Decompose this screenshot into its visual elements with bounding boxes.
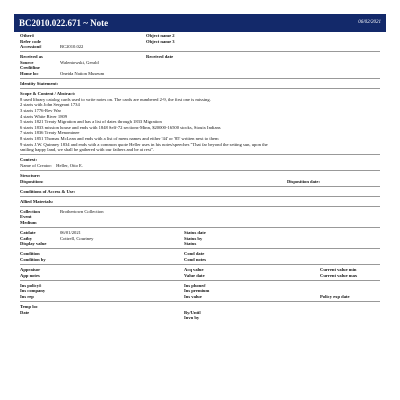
received-date-value <box>206 54 380 60</box>
divider <box>20 264 380 265</box>
cond-notes-label: Cond notes <box>184 257 207 262</box>
disposition-row <box>20 179 380 185</box>
scope-line: 3 starts 1776-Rev War <box>20 108 62 114</box>
creator-value: Heller, Otto E. <box>56 162 84 168</box>
invn-by-label: Invn by <box>184 315 200 321</box>
identity-statement-label: Identity Statement: <box>20 81 59 87</box>
accession-label: Accession# <box>20 44 42 50</box>
catby-value: Cottrell, Courtney <box>60 235 94 241</box>
divider <box>20 280 380 281</box>
received-date-label: Received date <box>146 54 174 60</box>
scope-line: 2 starts with John Sergeant 1734 <box>20 102 80 108</box>
object-name3-label: Object name 3 <box>146 38 175 44</box>
medium-row <box>20 220 380 226</box>
ins-phone-label: Ins phone# <box>184 282 206 288</box>
creator-row <box>20 163 380 169</box>
temp-loc-label: Temp loc <box>20 304 38 310</box>
scope-line: 8 starts 1851 Thomas McLean and ends with a list of mens names and either '44' or '85' written next to them <box>20 136 219 141</box>
disposition-date-label: Disposition date: <box>286 178 320 184</box>
received-as-label: Received as <box>20 54 43 60</box>
divider <box>20 154 380 155</box>
catby-label: Catby <box>20 235 32 241</box>
app-notes-label: App notes <box>20 272 40 278</box>
id-row-3 <box>20 44 380 50</box>
invn-by-row <box>20 315 380 321</box>
appraisor-label: Appraisor <box>20 267 41 273</box>
by-until-label: By/Until <box>184 309 201 315</box>
creditline-label: Creditline <box>20 65 40 71</box>
conditions-access-label: Conditions of Access & Use: <box>20 188 76 194</box>
divider <box>20 196 380 197</box>
temp-date-label: Date <box>20 309 30 315</box>
policy-exp-date-label: Policy exp date <box>320 293 350 299</box>
cond-date-label: Cond date <box>184 251 205 257</box>
medium-label: Medium <box>20 220 37 226</box>
condition-by-label: Condition by <box>20 257 46 262</box>
display-row <box>20 241 380 247</box>
allied-materials-label: Allied Materials: <box>20 198 54 204</box>
status-label: Status <box>184 241 197 247</box>
accession-value: BC2010.022 <box>60 44 84 50</box>
ins-company-label: Ins company <box>20 288 46 294</box>
divider <box>20 248 380 249</box>
ins-premium-label: Ins premium <box>184 288 210 294</box>
collection-value: Brothertown Collection <box>60 208 104 214</box>
other-label: Other# <box>20 33 35 38</box>
condition-label: Condition <box>20 251 40 257</box>
current-value-max-label: Current value max <box>320 272 358 278</box>
source-value: Walentowski, Gerald <box>60 59 99 65</box>
record-title: BC2010.022.671 ~ Note <box>19 18 109 28</box>
ins-policy-label: Ins policy# <box>20 282 42 288</box>
home-loc-label: Home loc <box>20 71 39 77</box>
acq-value-label: Acq value <box>184 267 204 273</box>
ins-rep-label: Ins rep <box>20 293 34 299</box>
disposition-label: Disposition: <box>20 178 44 184</box>
value-date-label: Value date <box>184 272 205 278</box>
object-name2-label: Object name 2 <box>146 33 175 38</box>
ins-rep-row <box>20 294 380 300</box>
scope-line: 5 starts 1821 Treaty Migration and has a list of dates through 1833 Migration <box>20 119 162 125</box>
divider <box>20 186 380 187</box>
scope-text <box>20 97 380 153</box>
scope-label: Scope & Content / Abstract: <box>20 91 76 97</box>
status-date-label: Status date <box>184 230 206 236</box>
divider <box>20 51 380 52</box>
divider <box>20 301 380 302</box>
catdate-label: Catdate <box>20 230 36 236</box>
condition-by-row <box>20 257 380 263</box>
collection-label: Collection <box>20 208 40 214</box>
structure-label: Structure: <box>20 172 41 178</box>
scope-line: 9 starts J.W. Quinney 1834 and ends with a common quote Heller uses in his notes/speeches "That far beyond the setting sun, upon the <box>20 141 268 147</box>
divider <box>20 88 380 89</box>
source-label: Source <box>20 59 34 65</box>
record-body <box>20 33 380 321</box>
home-loc-value: Oneida Nation Museum <box>60 71 105 77</box>
scope-line: 6 starts 1833 mission house and ends with 1848 Self-72 sections-Minn, $20000-16500 stocks, Stouix Indians <box>20 124 221 130</box>
status-by-label: Status by <box>184 235 203 241</box>
divider <box>20 227 380 228</box>
record-header <box>14 14 386 32</box>
divider <box>20 78 380 79</box>
refer-code-label: Refer code <box>20 38 41 44</box>
divider <box>20 170 380 171</box>
object-name3-value <box>206 39 380 45</box>
print-date: 06/02/2021 <box>358 20 381 26</box>
scope-line: 4 starts White River 1809 <box>20 113 68 119</box>
scope-line: 7 starts 1836 Treaty Menominee <box>20 130 80 136</box>
scope-line: smiling happy land, we shall be gathered with our fathers and be at rest". <box>20 147 154 153</box>
catdate-value: 06/01/2021 <box>60 230 81 236</box>
app-notes-row <box>20 273 380 279</box>
divider <box>20 206 380 207</box>
scope-line: 8 used library catalog cards used to write notes on. The cards are numbered 2-9, the first one is missing. <box>20 96 211 102</box>
display-value-label: Display value <box>20 241 47 247</box>
creator-label: Name of Creator: <box>20 162 53 168</box>
current-value-min-label: Current value min <box>320 267 357 273</box>
ins-value-label: Ins value <box>184 293 202 299</box>
context-label: Context: <box>20 157 38 163</box>
event-label: Event <box>20 214 32 220</box>
home-loc-row <box>20 71 380 77</box>
